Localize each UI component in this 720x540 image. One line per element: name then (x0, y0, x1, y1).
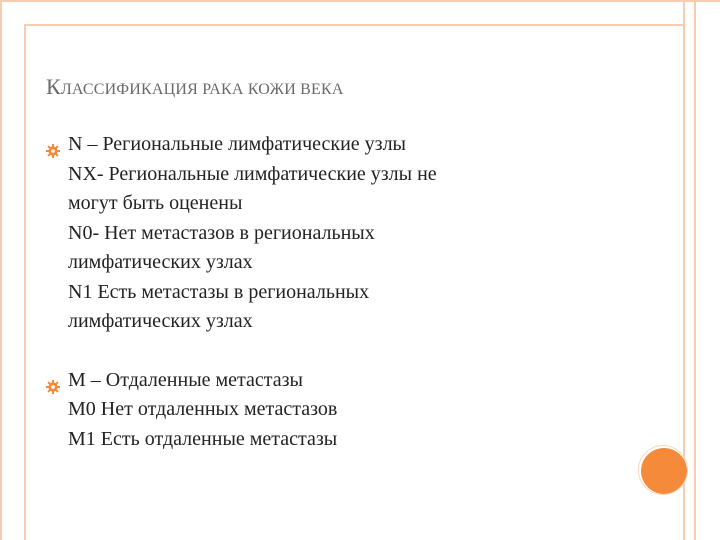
bullet-list (46, 130, 646, 454)
bullet-n-staging (46, 130, 646, 337)
bullet-line: NX- Региональные лимфатические узлы не (68, 162, 437, 185)
frame-line-left-outer (0, 0, 2, 540)
slide-title-first-letter: К (46, 74, 61, 99)
gear-bullet-icon (46, 138, 60, 152)
frame-line-top-inner (24, 24, 684, 26)
bullet-line: M1 Есть отдаленные метастазы (68, 427, 338, 450)
decorative-orange-circle (641, 448, 687, 494)
gear-bullet-icon (46, 374, 60, 388)
bullet-m-staging (46, 366, 646, 455)
bullet-line: лимфатических узлах (68, 251, 253, 273)
bullet-line: N0- Нет метастазов в региональных (68, 221, 375, 244)
slide-title-small: РАКА КОЖИ ВЕКА (198, 81, 344, 98)
bullet-line: лимфатических узлах (68, 310, 253, 332)
slide-title (46, 74, 344, 100)
bullet-line: могут быть оценены (68, 192, 243, 214)
bullet-line: N1 Есть метастазы в региональных (68, 280, 370, 303)
bullet-line: M – Отдаленные метастазы (68, 368, 303, 391)
frame-line-top-outer (0, 0, 720, 2)
frame-line-right-outer (694, 0, 696, 540)
slide-title-caps: ЛАССИФИКАЦИЯ (60, 81, 198, 98)
bullet-line: N – Региональные лимфатические узлы (68, 133, 406, 155)
bullet-line: M0 Нет отдаленных метастазов (68, 398, 338, 420)
frame-line-left-inner (24, 24, 26, 540)
